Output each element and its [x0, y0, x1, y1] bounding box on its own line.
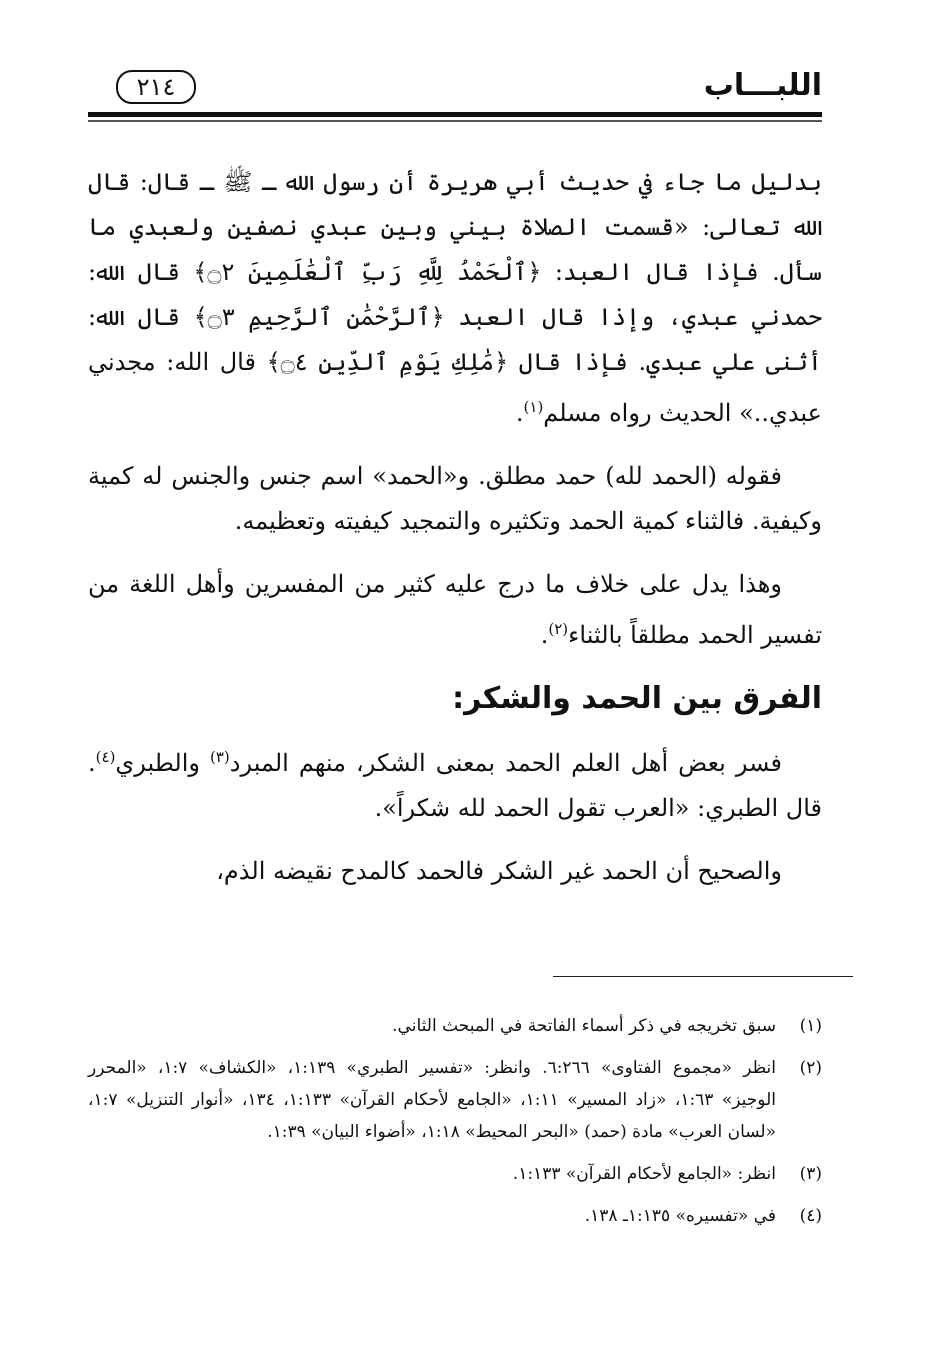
footnote-ref-4: (٤) [95, 748, 116, 766]
footnotes [88, 1010, 822, 1242]
footnote-ref-2: (٢) [548, 620, 569, 638]
paragraph-3 [88, 562, 822, 658]
paragraph-3-text: وهذا يدل على خلاف ما درج عليه كثير من المفسرين وأهل اللغة من تفسير الحمد مطلقاً بالثناء [88, 570, 822, 649]
paragraph-5: والصحيح أن الحمد غير الشكر فالحمد كالمدح نقيضه الذم، [216, 857, 782, 885]
footnote-number: (٣) [799, 1164, 822, 1184]
section-heading: الفرق بين الحمد والشكر: [452, 681, 822, 716]
page-header [88, 60, 822, 120]
footnote-ref-1: (١) [523, 398, 544, 416]
footnote-text: انظر: «الجامع لأحكام القرآن» ١:١٣٣. [512, 1164, 776, 1184]
footnote-text: انظر «مجموع الفتاوى» ٦:٢٦٦. وانظر: «تفسير الطبري» ١:١٣٩، «الكشاف» ١:٧، «المحرر الوجيز» ١:٦٣، «زاد المسير» ١:١١، «الجامع لأحكام القرآن» ١:١٣٣، ١٣٤، «أنوار التنزيل» ١:٧، «لسان العرب» مادة (حمد) «البحر المحيط» ١:١٨، «أضواء البيان» ١:٣٩. [88, 1058, 776, 1142]
footnote-text: في «تفسيره» ١:١٣٥ـ ١٣٨. [584, 1206, 776, 1226]
period: . [515, 399, 524, 427]
footnote-item [88, 1052, 822, 1148]
paragraph-2: فقوله (الحمد لله) حمد مطلق. و«الحمد» اسم جنس والجنس له كمية وكيفية. فالثناء كمية الحمد وتكثيره والتمجيد كيفيته وتعظيمه. [88, 462, 822, 535]
footnote-number: (٢) [799, 1058, 822, 1078]
header-rule [88, 112, 822, 117]
footnote-ref-3: (٣) [210, 748, 230, 766]
footnote-item [88, 1158, 822, 1190]
footnote-separator [553, 976, 853, 977]
main-text [88, 160, 822, 912]
paragraph-4-text-a: فسر بعض أهل العلم الحمد بمعنى الشكر، منهم المبرد [229, 749, 782, 777]
paragraph-hadith [88, 160, 822, 436]
running-title: اللبـــاب [703, 68, 822, 103]
period: . [540, 621, 549, 649]
footnote-number: (١) [799, 1016, 822, 1036]
paragraph-4 [88, 735, 822, 831]
page-number: ٢١٤ [116, 70, 196, 104]
paragraph-4-text-c: . قال الطبري: «العرب تقول الحمد لله شكراً». [88, 749, 822, 822]
footnote-item [88, 1200, 822, 1232]
footnote-number: (٤) [799, 1206, 822, 1226]
footnote-item [88, 1010, 822, 1042]
header-rule-thin [88, 120, 822, 122]
hadith-text: بدليل ما جاء في حديث أبي هريرة أن رسول الله ـ ﷺ ـ قال: قال الله تعالى: «قسمت الصلاة بيني وبين عبدي نصفين ولعبدي ما سأل. فإذا قال العبد: ﴿ٱلْحَمْدُ لِلَّهِ رَبِّ ٱلْعَٰلَمِينَ ۝٢﴾ قال الله: حمدني عبدي، وإذا قال العبد ﴿ٱلرَّحْمَٰنِ ٱلرَّحِيمِ ۝٣﴾ قال الله: أثنى علي عبدي. فإذا قال ﴿مَٰلِكِ يَوْمِ ٱلدِّينِ ۝٤﴾ قال الله: مجدني عبدي..» الحديث رواه مسلم [88, 168, 823, 427]
paragraph-4-text-b: والطبري [115, 749, 210, 777]
footnote-text: سبق تخريجه في ذكر أسماء الفاتحة في المبحث الثاني. [392, 1016, 776, 1036]
